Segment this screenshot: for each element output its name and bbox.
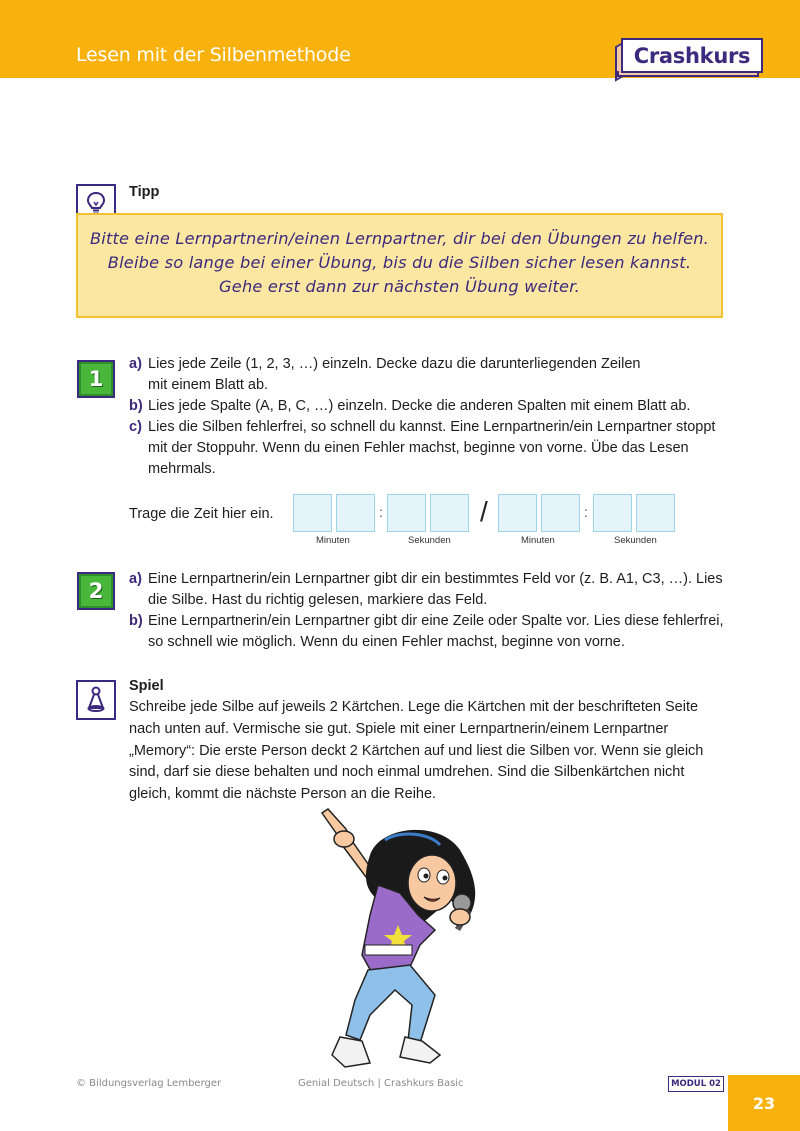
game-label: Spiel xyxy=(129,678,164,694)
task-item-letter: b) xyxy=(129,398,143,414)
task-item xyxy=(129,354,729,396)
unit-label-seconds: Sekunden xyxy=(614,535,657,546)
task-item-letter: a) xyxy=(129,571,142,587)
task-item-text: Eine Lernpartnerin/ein Lernpartner gibt dir eine Zeile oder Spalte vor. Lies diese fehlerfrei, so schnell wie möglich. Wenn du einen Fehler machst, beginne von vorne. xyxy=(148,613,724,650)
girl-singer-illustration xyxy=(300,805,500,1075)
tip-label: Tipp xyxy=(129,184,160,200)
tip-line: Gehe erst dann zur nächsten Übung weiter. xyxy=(219,276,580,296)
task-item xyxy=(129,611,729,653)
task-item xyxy=(129,417,729,480)
time-digit-field[interactable] xyxy=(498,494,537,532)
crashkurs-badge xyxy=(615,38,763,78)
page-title: Lesen mit der Silbenmethode xyxy=(76,44,351,66)
task-number: 1 xyxy=(81,364,111,394)
tip-line: Bleibe so lange bei einer Übung, bis du die Silben sicher lesen kannst. xyxy=(107,252,692,272)
task-item xyxy=(129,396,729,417)
task-2 xyxy=(129,569,729,653)
book-title: Genial Deutsch | Crashkurs Basic xyxy=(298,1078,464,1089)
time-separator: : xyxy=(379,504,383,520)
modul-badge: MODUL 02 xyxy=(668,1076,724,1092)
time-digit-field[interactable] xyxy=(336,494,375,532)
task-item-text: Lies die Silben fehlerfrei, so schnell du kannst. Eine Lernpartnerin/ein Lernpartner stoppt mit der Stoppuhr. Wenn du einen Fehler machst, beginne von vorne. Übe das Lesen mehrmals. xyxy=(148,419,716,477)
time-digit-field[interactable] xyxy=(636,494,675,532)
game-instructions: Schreibe jede Silbe auf jeweils 2 Kärtchen. Lege die Kärtchen mit der beschrifteten Seite nach unten auf. Vermische sie gut. Spiele mit einer Lernpartnerin/einem Lernpartner „Memory“: Die erste Person deckt 2 Kärtchen auf und liest die Silben vor. Wenn sie gleich sind, darf sie diese behalten und noch einmal umdrehen. Sind die Silbenkärtchen nicht gleich, kommt die nächste Person an die Reihe. xyxy=(129,699,704,803)
tip-line: Bitte eine Lernpartnerin/einen Lernpartner, dir bei den Übungen zu helfen. xyxy=(89,228,710,248)
task-1 xyxy=(129,354,729,480)
task-item-letter: b) xyxy=(129,613,143,629)
time-digit-field[interactable] xyxy=(293,494,332,532)
task-number-badge xyxy=(77,572,115,610)
time-separator: : xyxy=(584,504,588,520)
time-divider: / xyxy=(480,496,488,527)
badge-label: Crashkurs xyxy=(621,38,763,73)
task-item-text: Lies jede Spalte (A, B, C, …) einzeln. Decke die anderen Spalten mit einem Blatt ab. xyxy=(148,398,691,414)
time-digit-field[interactable] xyxy=(387,494,426,532)
unit-label-seconds: Sekunden xyxy=(408,535,451,546)
task-number-badge xyxy=(77,360,115,398)
task-item-text: Lies jede Zeile (1, 2, 3, …) einzeln. Decke dazu die darunterliegenden Zeilen mit einem Blatt ab. xyxy=(148,356,641,393)
page-header xyxy=(0,0,800,78)
page-number: 23 xyxy=(728,1075,800,1131)
game-piece-icon xyxy=(76,680,116,720)
time-digit-field[interactable] xyxy=(541,494,580,532)
unit-label-minutes: Minuten xyxy=(316,535,350,546)
time-entry-row xyxy=(129,494,689,544)
task-number: 2 xyxy=(81,576,111,606)
task-item-letter: c) xyxy=(129,419,142,435)
unit-label-minutes: Minuten xyxy=(521,535,555,546)
task-item-text: Eine Lernpartnerin/ein Lernpartner gibt dir ein bestimmtes Feld vor (z. B. A1, C3, …). Lies die Silbe. Hast du richtig gelesen, markiere das Feld. xyxy=(148,571,723,608)
time-digit-field[interactable] xyxy=(593,494,632,532)
task-item xyxy=(129,569,729,611)
tip-box xyxy=(76,213,723,318)
task-item-letter: a) xyxy=(129,356,142,372)
time-digit-field[interactable] xyxy=(430,494,469,532)
time-label: Trage die Zeit hier ein. xyxy=(129,506,274,522)
copyright-text: © Bildungsverlag Lemberger xyxy=(76,1078,222,1089)
